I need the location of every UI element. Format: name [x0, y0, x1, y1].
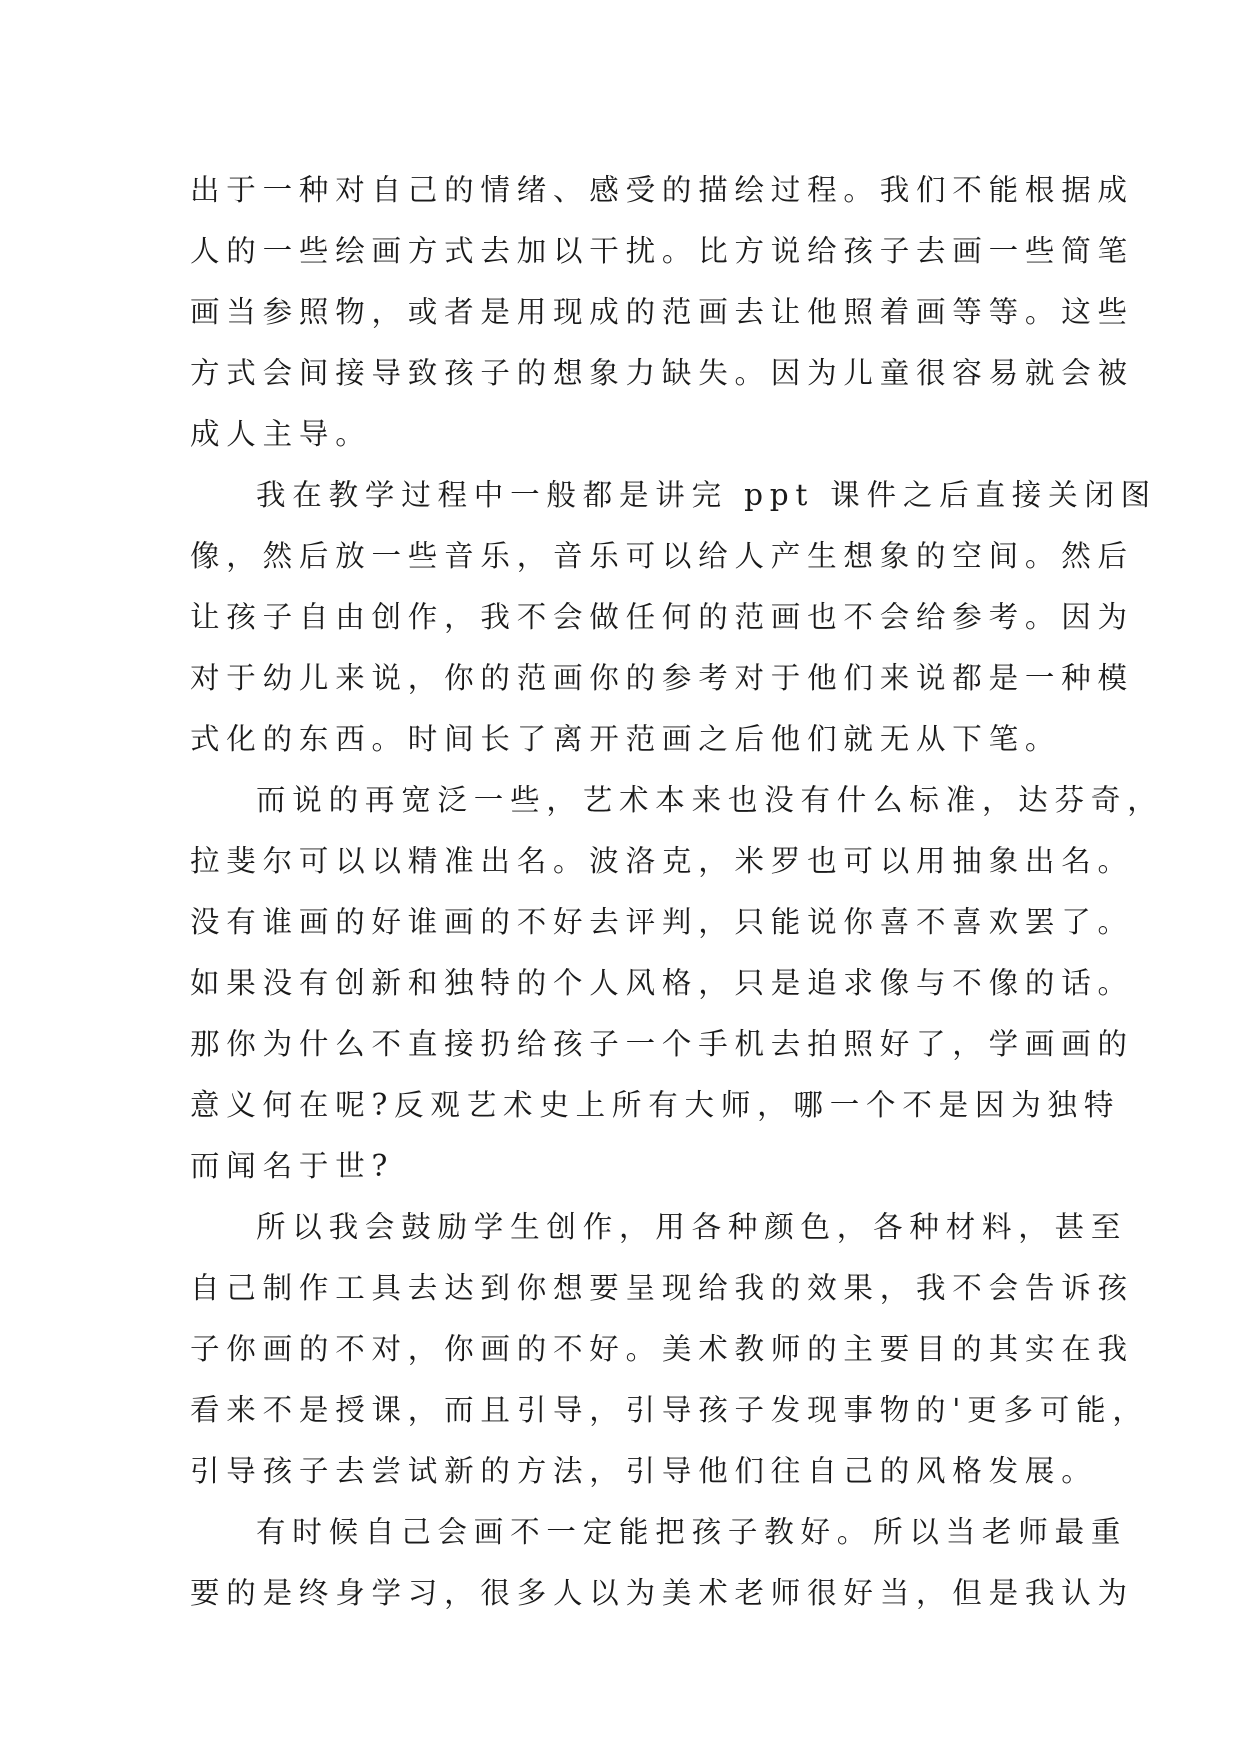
text-line: 方式会间接导致孩子的想象力缺失。因为儿童很容易就会被 [190, 356, 1134, 390]
text-line: 引导孩子去尝试新的方法，引导他们往自己的风格发展。 [190, 1454, 1098, 1488]
text-line: 拉斐尔可以以精准出名。波洛克，米罗也可以用抽象出名。 [190, 844, 1134, 878]
text-line: 人的一些绘画方式去加以干扰。比方说给孩子去画一些简笔 [190, 234, 1134, 268]
paragraph-first-line: 所以我会鼓励学生创作，用各种颜色，各种材料，甚至 [256, 1210, 1128, 1244]
text-line: 式化的东西。时间长了离开范画之后他们就无从下笔。 [190, 722, 1062, 756]
text-line: 画当参照物，或者是用现成的范画去让他照着画等等。这些 [190, 295, 1134, 329]
text-line: 自己制作工具去达到你想要呈现给我的效果，我不会告诉孩 [190, 1271, 1134, 1305]
document-body [190, 160, 1164, 1624]
text-line: 没有谁画的好谁画的不好去评判，只能说你喜不喜欢罢了。 [190, 905, 1134, 939]
paragraph-first-line: 而说的再宽泛一些，艺术本来也没有什么标准，达芬奇， [256, 783, 1164, 817]
paragraph-first-line: 我在教学过程中一般都是讲完 ppt 课件之后直接关闭图 [256, 478, 1157, 512]
text-line: 要的是终身学习，很多人以为美术老师很好当，但是我认为 [190, 1576, 1134, 1610]
text-line: 看来不是授课，而且引导，引导孩子发现事物的'更多可能， [190, 1393, 1149, 1427]
text-line: 子你画的不对，你画的不好。美术教师的主要目的其实在我 [190, 1332, 1134, 1366]
text-line: 成人主导。 [190, 417, 372, 451]
text-line: 对于幼儿来说，你的范画你的参考对于他们来说都是一种模 [190, 661, 1134, 695]
text-line: 那你为什么不直接扔给孩子一个手机去拍照好了，学画画的 [190, 1027, 1134, 1061]
text-line: 出于一种对自己的情绪、感受的描绘过程。我们不能根据成 [190, 173, 1134, 207]
text-line: 如果没有创新和独特的个人风格，只是追求像与不像的话。 [190, 966, 1134, 1000]
text-line: 像，然后放一些音乐，音乐可以给人产生想象的空间。然后 [190, 539, 1134, 573]
text-line: 而闻名于世? [190, 1149, 395, 1183]
text-line: 意义何在呢?反观艺术史上所有大师，哪一个不是因为独特 [190, 1088, 1121, 1122]
paragraph-first-line: 有时候自己会画不一定能把孩子教好。所以当老师最重 [256, 1515, 1128, 1549]
text-line: 让孩子自由创作，我不会做任何的范画也不会给参考。因为 [190, 600, 1134, 634]
